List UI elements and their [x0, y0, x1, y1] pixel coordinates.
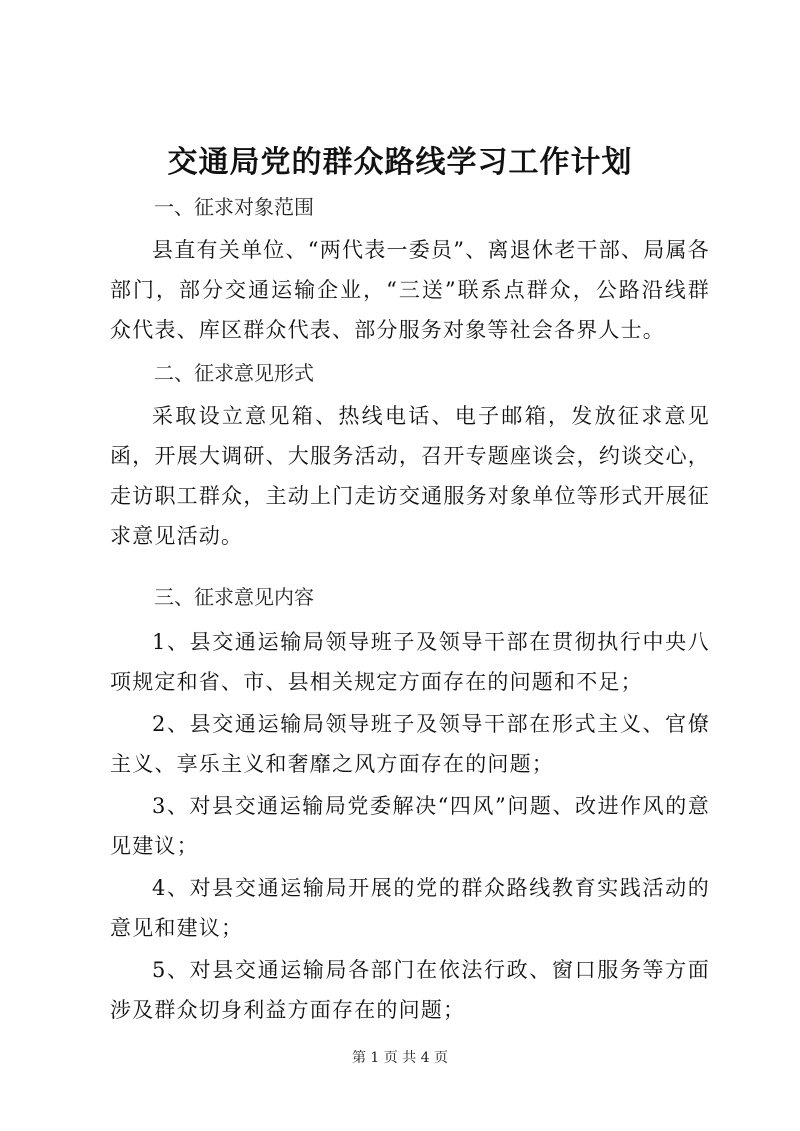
section-heading-scope: 一、征求对象范围 [154, 195, 314, 219]
paragraph-scope: 县直有关单位、“两代表一委员”、离退休老干部、局属各部门，部分交通运输企业，“三送”联系点群众，公路沿线群众代表、库区群众代表、部分服务对象等社会各界人士。 [110, 238, 710, 342]
section-heading-content: 三、征求意见内容 [154, 585, 314, 609]
list-item: 2、县交通运输局领导班子及领导干部在形式主义、官僚主义、享乐主义和奢靡之风方面存在的问题； [110, 712, 710, 776]
list-item: 4、对县交通运输局开展的党的群众路线教育实践活动的意见和建议； [110, 876, 710, 940]
section-heading-form: 二、征求意见形式 [154, 361, 314, 385]
list-item: 5、对县交通运输局各部门在依法行政、窗口服务等方面涉及群众切身利益方面存在的问题； [110, 958, 710, 1022]
document-title: 交通局党的群众路线学习工作计划 [167, 145, 633, 180]
page-number-footer: 第 1 页 共 4 页 [351, 1050, 449, 1066]
paragraph-form: 采取设立意见箱、热线电话、电子邮箱，发放征求意见函，开展大调研、大服务活动，召开专题座谈会，约谈交心，走访职工群众，主动上门走访交通服务对象单位等形式开展征求意见活动。 [110, 404, 710, 548]
list-item: 1、县交通运输局领导班子及领导干部在贯彻执行中央八项规定和省、市、县相关规定方面存在的问题和不足； [110, 630, 710, 694]
list-item: 3、对县交通运输局党委解决“四风”问题、改进作风的意见建议； [110, 794, 710, 858]
document-body [110, 186, 710, 1032]
